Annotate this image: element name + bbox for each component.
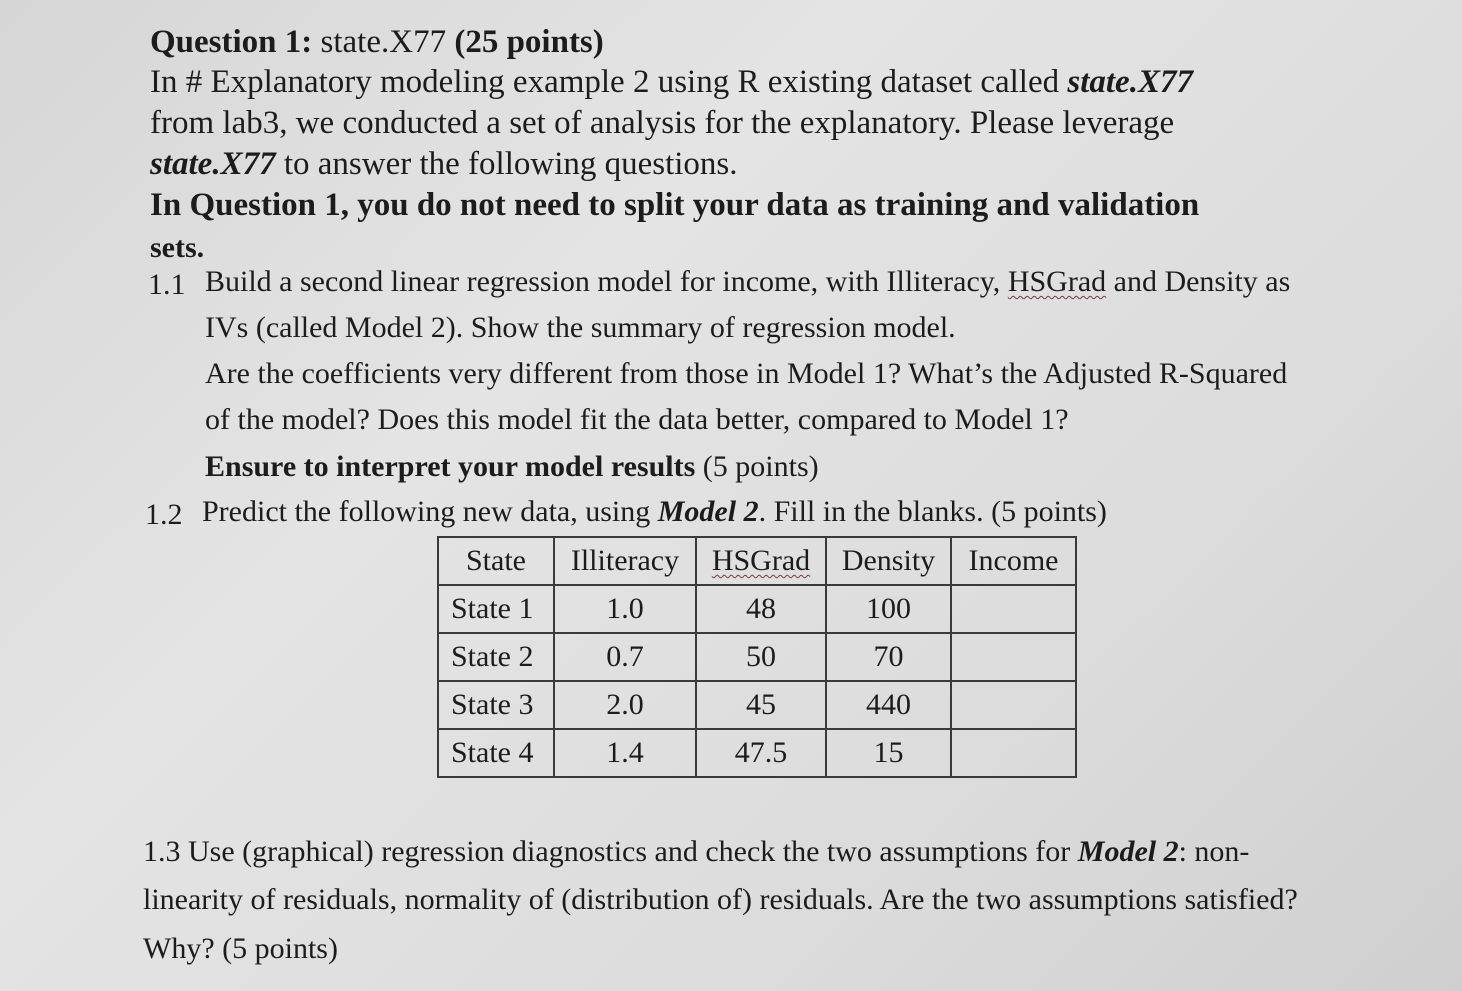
q11-line-4: of the model? Does this model fit the data better, compared to Model 1? <box>205 403 1069 436</box>
q13-line-2: linearity of residuals, normality of (distribution of) residuals. Are the two assumptions satisfied? <box>143 883 1298 916</box>
cell-density: 70 <box>826 633 951 681</box>
intro-line-2: from lab3, we conducted a set of analysis for the explanatory. Please leverage <box>150 105 1175 141</box>
q11-line-2: IVs (called Model 2). Show the summary of regression model. <box>205 311 956 344</box>
cell-density: 100 <box>826 585 951 633</box>
question-title: Question 1: state.X77 (25 points) <box>150 24 604 60</box>
cell-illiteracy: 1.0 <box>554 585 696 633</box>
cell-density: 440 <box>826 681 951 729</box>
q11-line-3: Are the coefficients very different from those in Model 1? What’s the Adjusted R-Squared <box>205 357 1288 390</box>
header-hsgrad: HSGrad <box>696 537 826 585</box>
q12-number: 1.2 <box>145 498 183 531</box>
cell-illiteracy: 2.0 <box>554 681 696 729</box>
cell-state: State 1 <box>438 585 554 633</box>
header-illiteracy: Illiteracy <box>554 537 696 585</box>
cell-hsgrad: 50 <box>696 633 826 681</box>
q13-line-1: 1.3 Use (graphical) regression diagnostics and check the two assumptions for Model 2: non- <box>143 835 1250 868</box>
intro-line-1: In # Explanatory modeling example 2 using R existing dataset called state.X77 <box>150 64 1193 100</box>
note-line-2: sets. <box>150 231 205 264</box>
table-row <box>438 729 1076 777</box>
q13-line-3: Why? (5 points) <box>143 932 338 965</box>
cell-income-blank[interactable] <box>951 633 1076 681</box>
cell-state: State 4 <box>438 729 554 777</box>
cell-hsgrad: 48 <box>696 585 826 633</box>
table-row <box>438 633 1076 681</box>
intro-line-3: state.X77 to answer the following questions. <box>150 146 738 182</box>
cell-state: State 3 <box>438 681 554 729</box>
q12-line: Predict the following new data, using Model 2. Fill in the blanks. (5 points) <box>202 495 1107 528</box>
header-density: Density <box>826 537 951 585</box>
cell-income-blank[interactable] <box>951 729 1076 777</box>
table-row <box>438 681 1076 729</box>
header-income: Income <box>951 537 1076 585</box>
q11-line-5: Ensure to interpret your model results (5 points) <box>205 450 819 483</box>
cell-density: 15 <box>826 729 951 777</box>
cell-income-blank[interactable] <box>951 681 1076 729</box>
cell-income-blank[interactable] <box>951 585 1076 633</box>
q11-number: 1.1 <box>148 268 186 301</box>
note-line-1: In Question 1, you do not need to split your data as training and validation <box>150 187 1200 223</box>
cell-state: State 2 <box>438 633 554 681</box>
cell-hsgrad: 47.5 <box>696 729 826 777</box>
q11-line-1: Build a second linear regression model for income, with Illiteracy, HSGrad and Density as <box>205 265 1291 298</box>
prediction-table <box>437 536 1077 778</box>
table-header-row <box>438 537 1076 585</box>
table-row <box>438 585 1076 633</box>
cell-hsgrad: 45 <box>696 681 826 729</box>
cell-illiteracy: 0.7 <box>554 633 696 681</box>
header-state: State <box>438 537 554 585</box>
cell-illiteracy: 1.4 <box>554 729 696 777</box>
